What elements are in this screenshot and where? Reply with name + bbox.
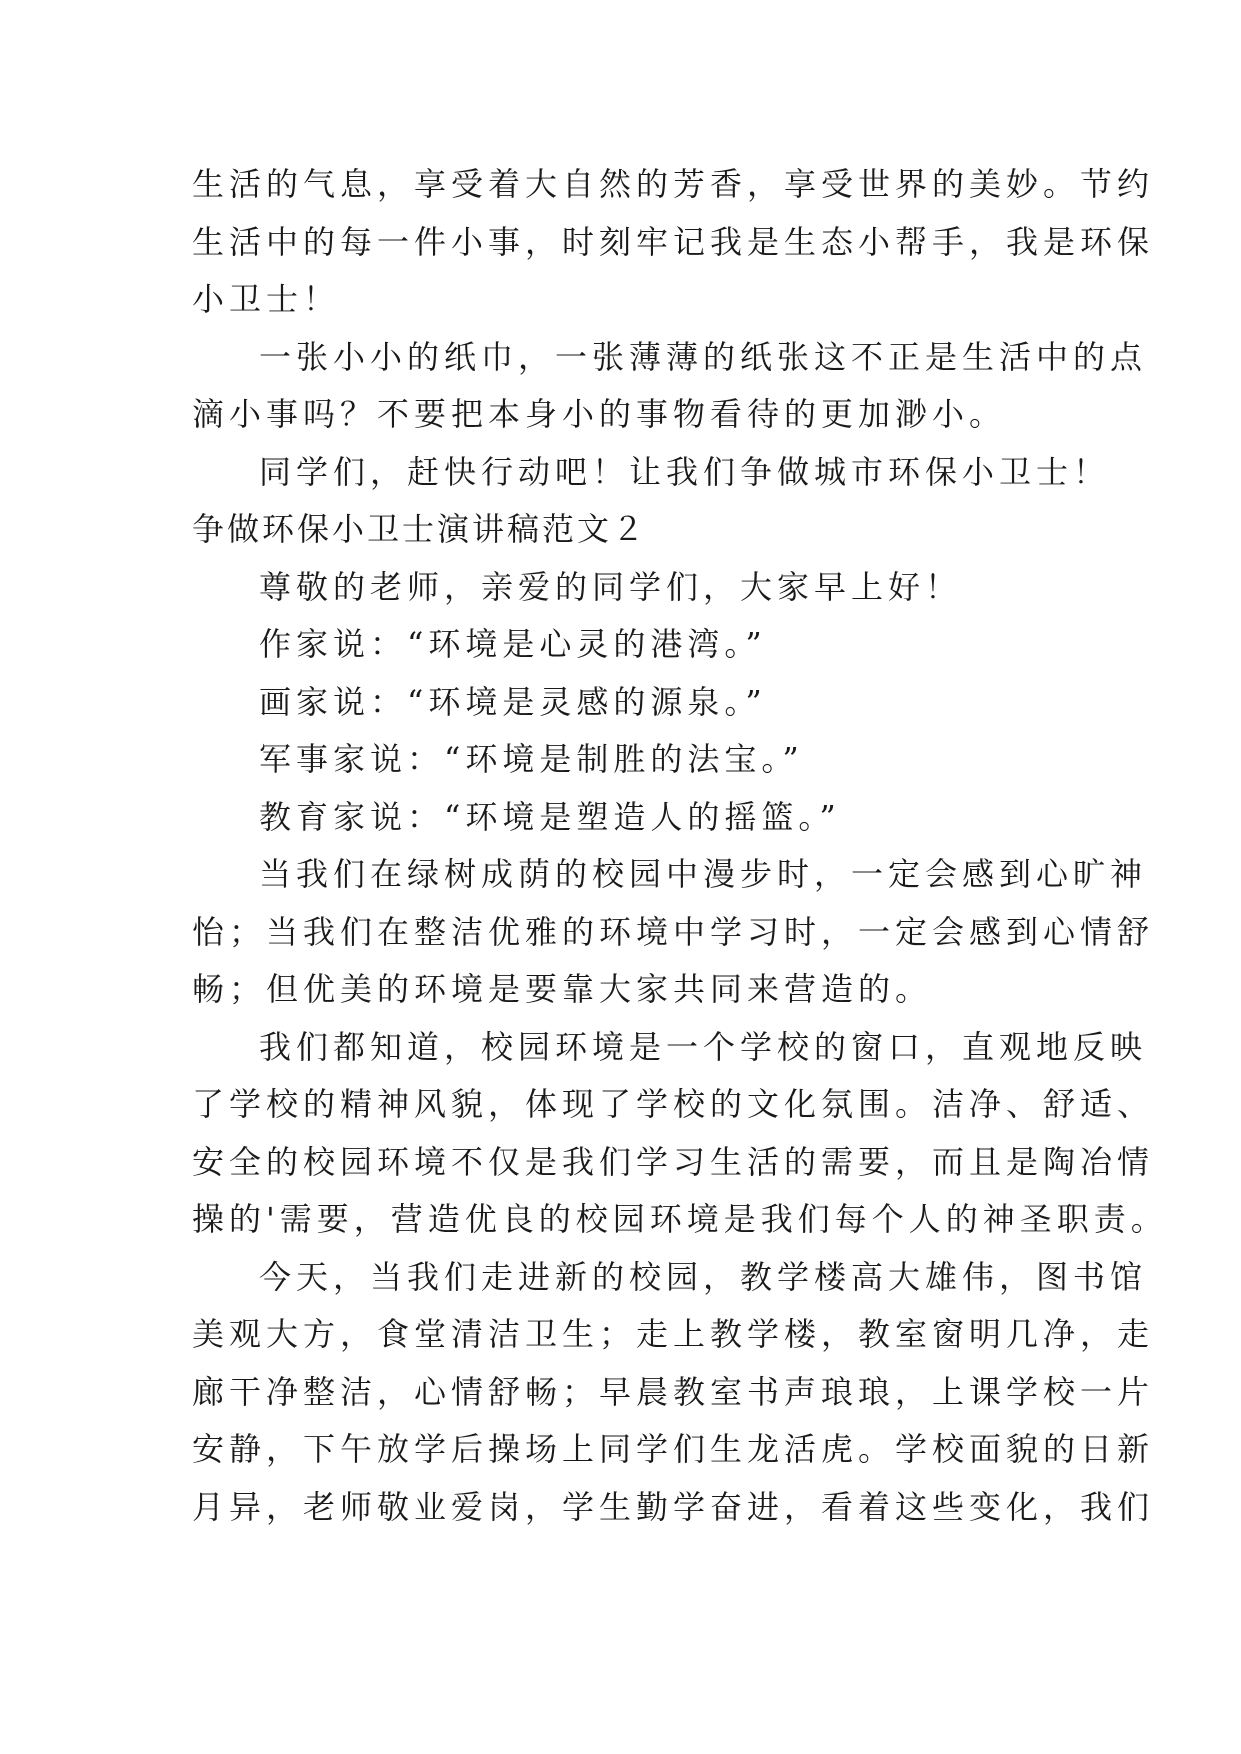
text-line: 月异，老师敬业爱岗，学生勤学奋进，看着这些变化，我们 — [192, 1487, 1155, 1526]
text-line: 教育家说：“环境是塑造人的摇篮。” — [259, 797, 841, 836]
text-line: 生活的气息，享受着大自然的芳香，享受世界的美妙。节约 — [192, 165, 1155, 203]
text-line: 画家说：“环境是灵感的源泉。” — [259, 682, 767, 721]
text-line: 美观大方，食堂清洁卫生；走上教学楼，教室窗明几净，走 — [192, 1315, 1155, 1353]
text-line: 我们都知道，校园环境是一个学校的窗口，直观地反映 — [259, 1027, 1148, 1066]
text-line: 作家说：“环境是心灵的港湾。” — [259, 625, 767, 663]
text-line: 怡；当我们在整洁优雅的环境中学习时，一定会感到心情舒 — [192, 912, 1155, 951]
text-line: 安静，下午放学后操场上同学们生龙活虎。学校面貌的日新 — [192, 1430, 1155, 1468]
text-line: 一张小小的纸巾，一张薄薄的纸张这不正是生活中的点 — [259, 337, 1148, 376]
text-line: 操的'需要，营造优良的校园环境是我们每个人的神圣职责。 — [192, 1200, 1168, 1238]
text-line: 廊干净整洁，心情舒畅；早晨教室书声琅琅，上课学校一片 — [192, 1372, 1155, 1411]
text-line: 尊敬的老师，亲爱的同学们，大家早上好！ — [259, 567, 963, 606]
text-line: 军事家说：“环境是制胜的法宝。” — [259, 740, 804, 778]
document-body — [192, 156, 1168, 1536]
text-line: 安全的校园环境不仅是我们学习生活的需要，而且是陶冶情 — [192, 1142, 1155, 1181]
text-line: 滴小事吗？不要把本身小的事物看待的更加渺小。 — [192, 395, 1007, 433]
text-line: 同学们，赶快行动吧！让我们争做城市环保小卫士！ — [259, 452, 1111, 491]
text-line: 了学校的精神风貌，体现了学校的文化氛围。洁净、舒适、 — [192, 1085, 1155, 1123]
text-line: 今天，当我们走进新的校园，教学楼高大雄伟，图书馆 — [259, 1257, 1148, 1296]
text-line: 生活中的每一件小事，时刻牢记我是生态小帮手，我是环保 — [192, 222, 1155, 261]
section-heading: 争做环保小卫士演讲稿范文２ — [192, 510, 648, 548]
text-line: 畅；但优美的环境是要靠大家共同来营造的。 — [192, 970, 933, 1008]
text-line: 小卫士！ — [192, 280, 341, 318]
text-line: 当我们在绿树成荫的校园中漫步时，一定会感到心旷神 — [259, 855, 1148, 893]
